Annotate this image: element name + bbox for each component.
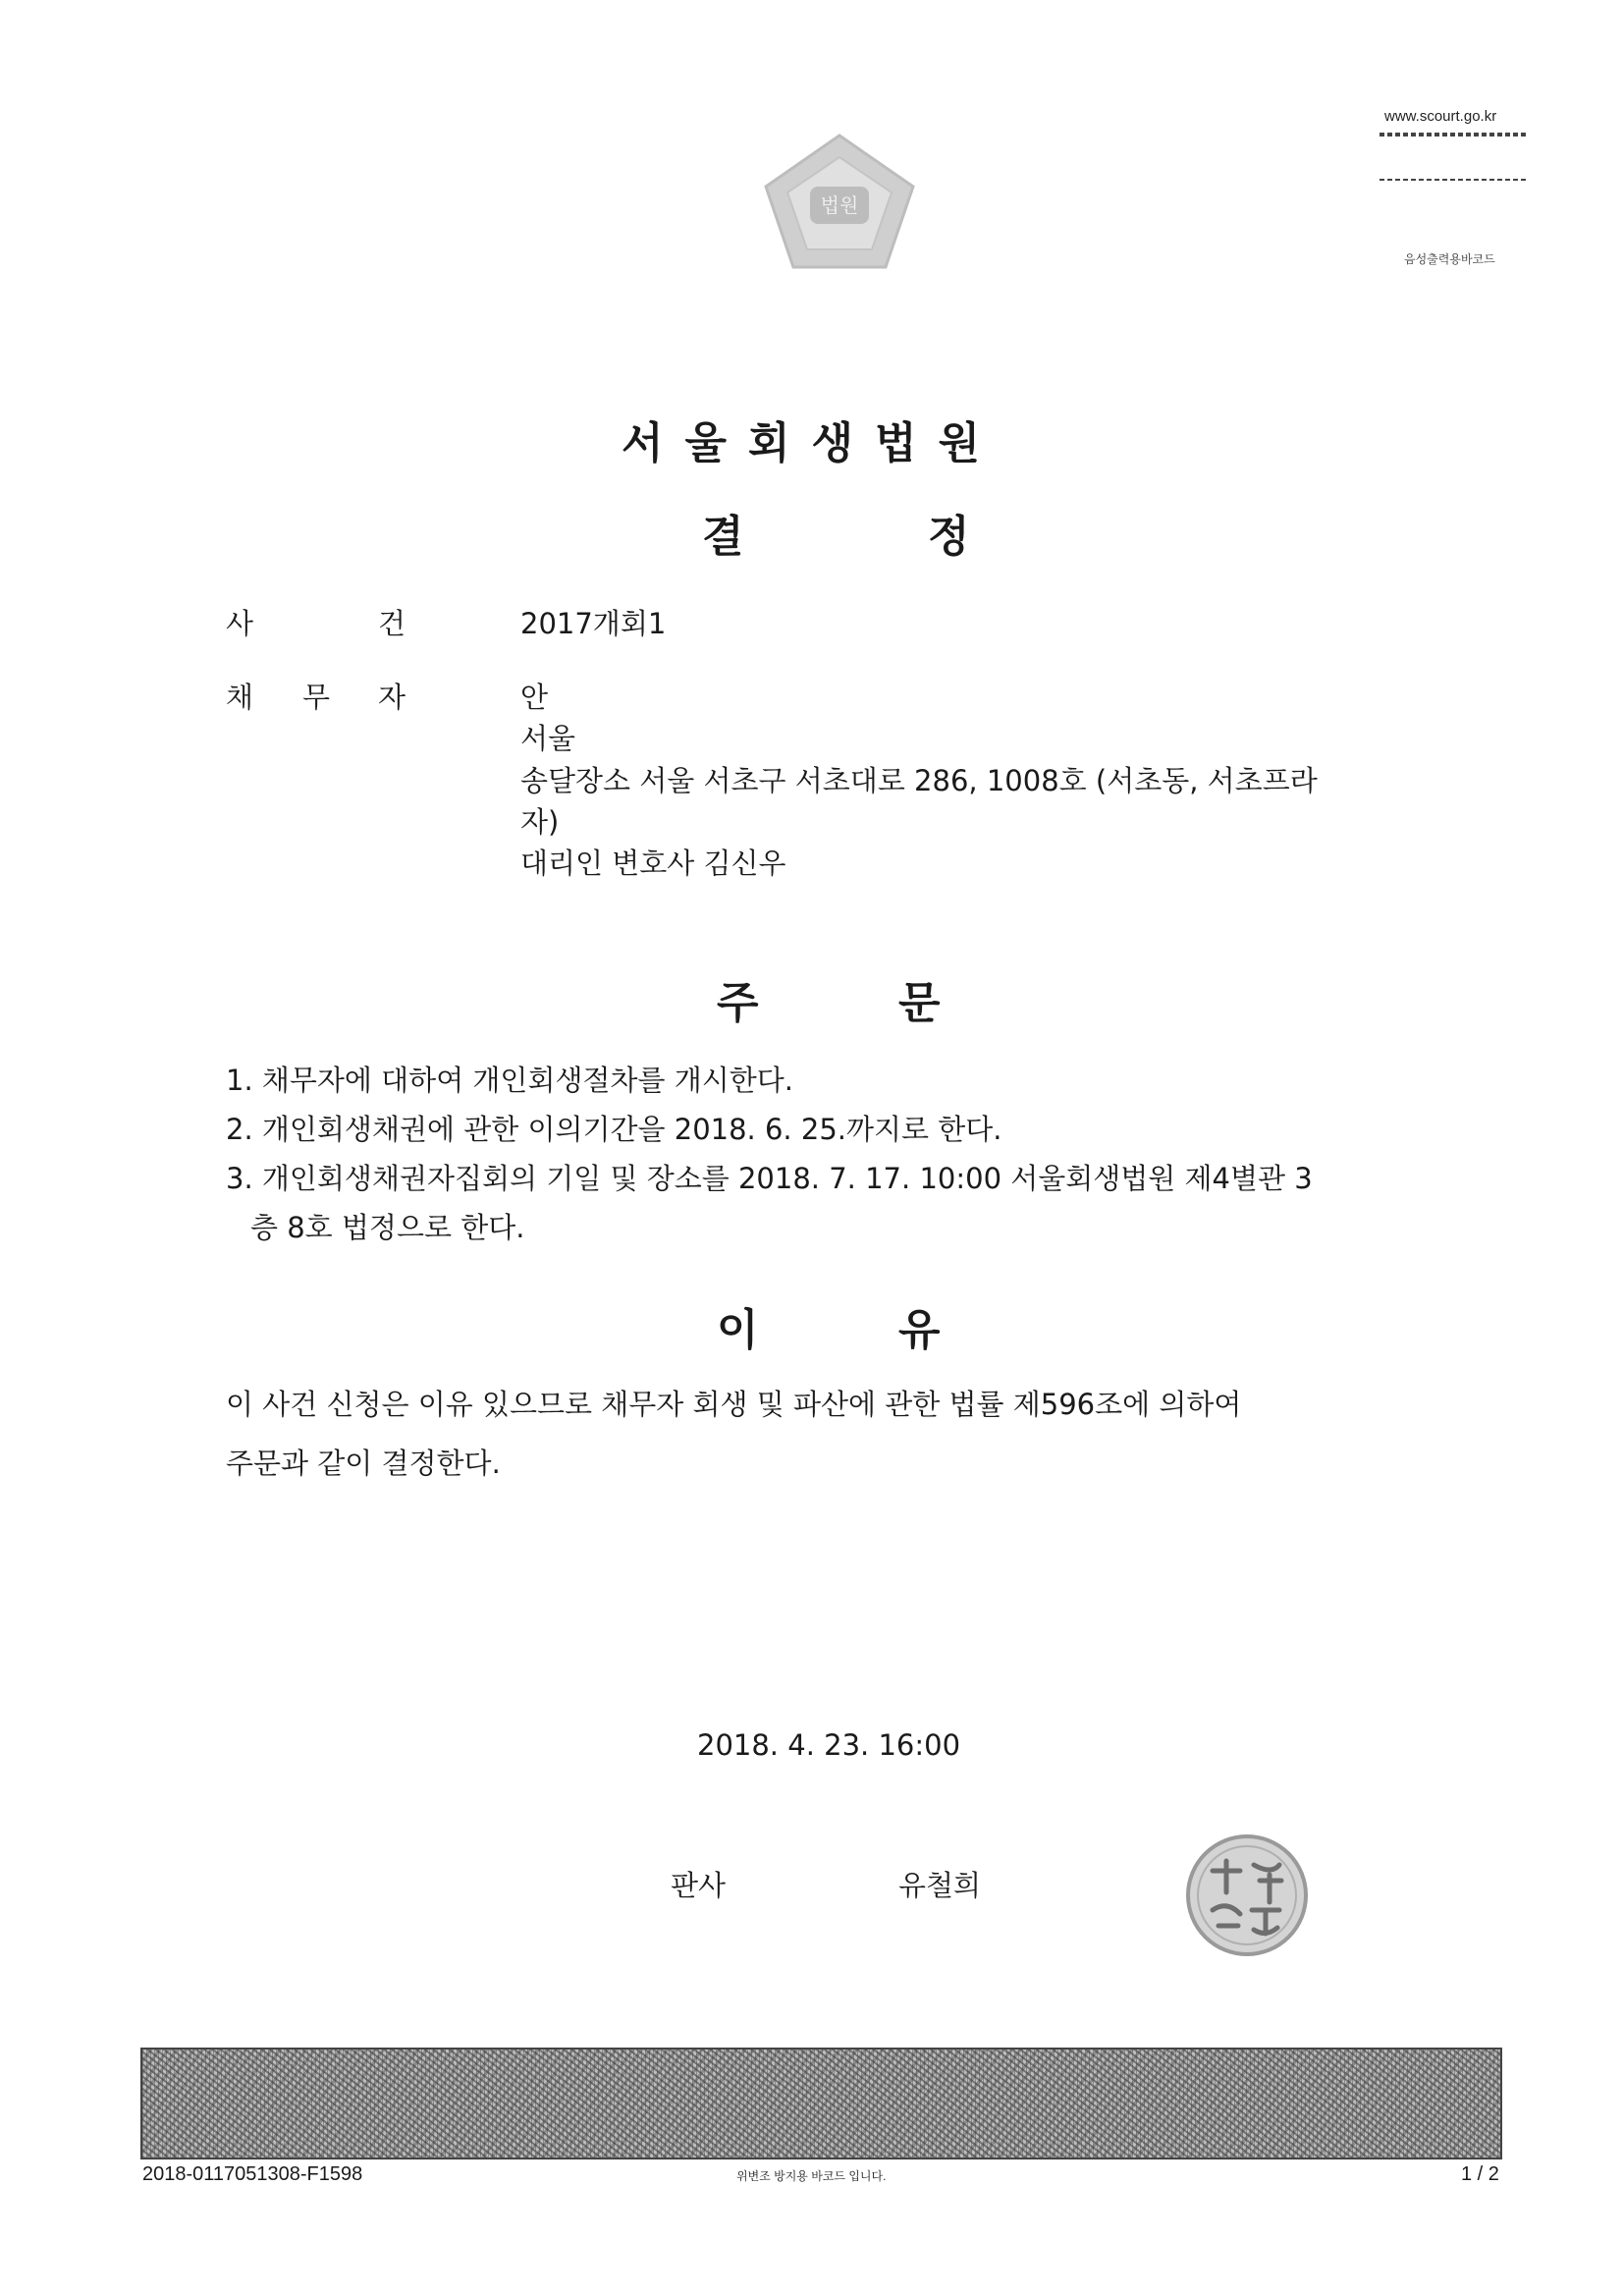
order-heading-char: 주 xyxy=(717,978,759,1028)
order-heading-char: 문 xyxy=(898,978,941,1028)
judge-seal xyxy=(1183,1831,1311,1959)
emblem-text: 법원 xyxy=(820,193,859,217)
scribble-line xyxy=(1380,179,1527,181)
reason-text-line: 주문과 같이 결정한다. xyxy=(226,1447,501,1480)
page-number: 1 / 2 xyxy=(1461,2163,1499,2185)
order-item: 1. 채무자에 대하여 개인회생절차를 개시한다. xyxy=(226,1064,794,1097)
scribble-line xyxy=(1380,133,1527,137)
delivery-address-line: 자) xyxy=(520,805,560,839)
debtor-name: 안 xyxy=(520,681,549,714)
court-name: 서울회생법원 xyxy=(621,418,1002,468)
document-id: 2018-0117051308-F1598 xyxy=(142,2163,363,2185)
barcode-notice: 위변조 방지용 바코드 입니다. xyxy=(736,2169,887,2183)
reason-heading-char: 이 xyxy=(717,1305,759,1355)
debtor-label-char: 자 xyxy=(378,681,406,714)
judge-name: 유철희 xyxy=(898,1869,982,1902)
judge-title: 판사 xyxy=(671,1869,727,1902)
debtor-address: 서울 xyxy=(520,722,576,755)
court-emblem xyxy=(756,128,923,275)
case-label-char: 사 xyxy=(226,607,254,640)
doc-type-char-1: 결 xyxy=(702,512,744,562)
order-item: 2. 개인회생채권에 관한 이의기간을 2018. 6. 25.까지로 한다. xyxy=(226,1113,1002,1146)
delivery-address-line: 송달장소 서울 서초구 서초대로 286, 1008호 (서초동, 서초프라 xyxy=(520,764,1318,797)
debtor-label-char: 무 xyxy=(302,681,331,714)
doc-type-char-2: 정 xyxy=(928,512,970,562)
decision-date: 2018. 4. 23. 16:00 xyxy=(697,1728,961,1762)
audio-barcode-note: 음성출력용바코드 xyxy=(1404,252,1495,266)
anti-forgery-barcode xyxy=(140,2048,1502,2159)
site-url: www.scourt.go.kr xyxy=(1384,108,1497,125)
reason-text-line: 이 사건 신청은 이유 있으므로 채무자 회생 및 파산에 관한 법률 제596조에 의하여 xyxy=(226,1388,1242,1421)
case-label-char: 건 xyxy=(378,607,406,640)
order-item-continued: 층 8호 법정으로 한다. xyxy=(250,1211,525,1244)
case-number: 2017개회1 xyxy=(520,607,667,640)
order-item: 3. 개인회생채권자집회의 기일 및 장소를 2018. 7. 17. 10:00 서울회생법원 제4별관 3 xyxy=(226,1162,1313,1195)
reason-heading-char: 유 xyxy=(898,1305,941,1355)
legal-agent: 대리인 변호사 김신우 xyxy=(520,847,786,880)
debtor-label-char: 채 xyxy=(226,681,254,714)
